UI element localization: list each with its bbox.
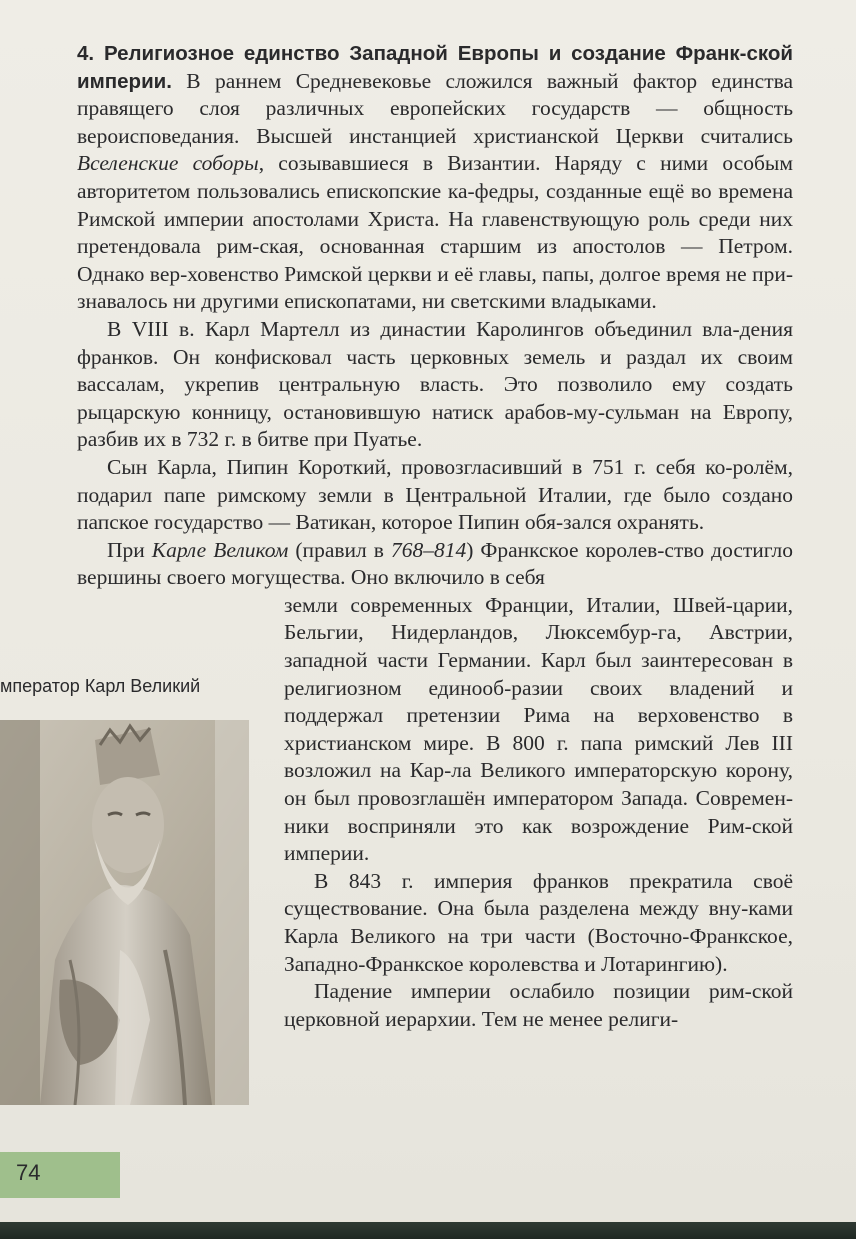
paragraph-4-rest: ) Франкское королев-ство достигло вершины своего могущества. Оно включило в себя [77, 537, 793, 590]
statue-image-icon [0, 720, 249, 1105]
paragraph-5: В 843 г. империя франков прекратила своё существование. Она была разделена между вну-ками Карла Великого на три части (Восточно-Франкское, Западно-Франкское королевства и Лотарингию). [284, 868, 793, 976]
paragraph-3: Сын Карла, Пипин Короткий, провозгласивший в 751 г. себя ко-ролём, подарил папе римскому земли в Центральной Италии, где было создано папское государство — Ватикан, которое Пипин обя-зался охранять. [77, 454, 793, 535]
paragraph-1-text: В раннем Средневековье сложился важный фактор единства правящего слоя различных европейских государств — общность вероисповедания. Высшей инстанцией христианской Церкви считались [77, 68, 793, 148]
page-number: 74 [16, 1160, 41, 1185]
paragraph-4 [77, 537, 793, 592]
paragraph-1-text-end: , созывавшиеся в Византии. Наряду с ними особым авторитетом пользовались епископские ка-федры, созданные ещё во времена Римской империи апостолами Христа. На главенствующую роль среди них претендовала рим-ская, основанная старшим из апостолов — Петром. Однако вер-ховенство Римской церкви и её главы, папы, долгое время не при-знавалось ни другими епископатами, ни светскими владыками. [77, 151, 793, 314]
term-ecumenical-councils: Вселенские соборы [77, 151, 259, 176]
paragraph-1 [77, 40, 793, 316]
page-bottom-edge [0, 1222, 856, 1239]
section-title: Религиозное единство Западной Европы и создание Франк-ской империи. [77, 42, 793, 93]
paragraph-6: Падение империи ослабило позиции рим-ской церковной иерархии. Тем не менее религи- [284, 979, 793, 1031]
term-charlemagne: Карле Великом [151, 537, 289, 562]
charlemagne-statue-photo [0, 720, 249, 1105]
paragraph-2: В VIII в. Карл Мартелл из династии Каролингов объединил вла-дения франков. Он конфисковал часть церковных земель и раздал их своим вассалам, укрепив центральную власть. Это позволило ему создать рыцарскую конницу, остановившую натиск арабов-му-сульман на Европу, разбив их в 732 г. в битве при Пуатье. [77, 316, 793, 452]
paragraph-4-start: При [107, 537, 152, 562]
paragraph-4-mid: (правил в [288, 537, 391, 562]
paragraph-4-wrapped: земли современных Франции, Италии, Швей-царии, Бельгии, Нидерландов, Люксембур-га, Австрии, западной части Германии. Карл был заинтересован в религиозном единооб-разии своих владений и поддержал претензии Рима на верховенство в христианском мире. В 800 г. папа римский Лев III возложил на Кар-ла Великого императорскую корону, он был провозглашён императором Запада. Современ-ники восприняли это как возрождение Рим-ской империи. [284, 592, 793, 866]
section-number: 4. [77, 42, 95, 65]
figure-caption: мператор Карл Великий [0, 676, 201, 696]
reign-dates: 768–814 [390, 537, 467, 562]
